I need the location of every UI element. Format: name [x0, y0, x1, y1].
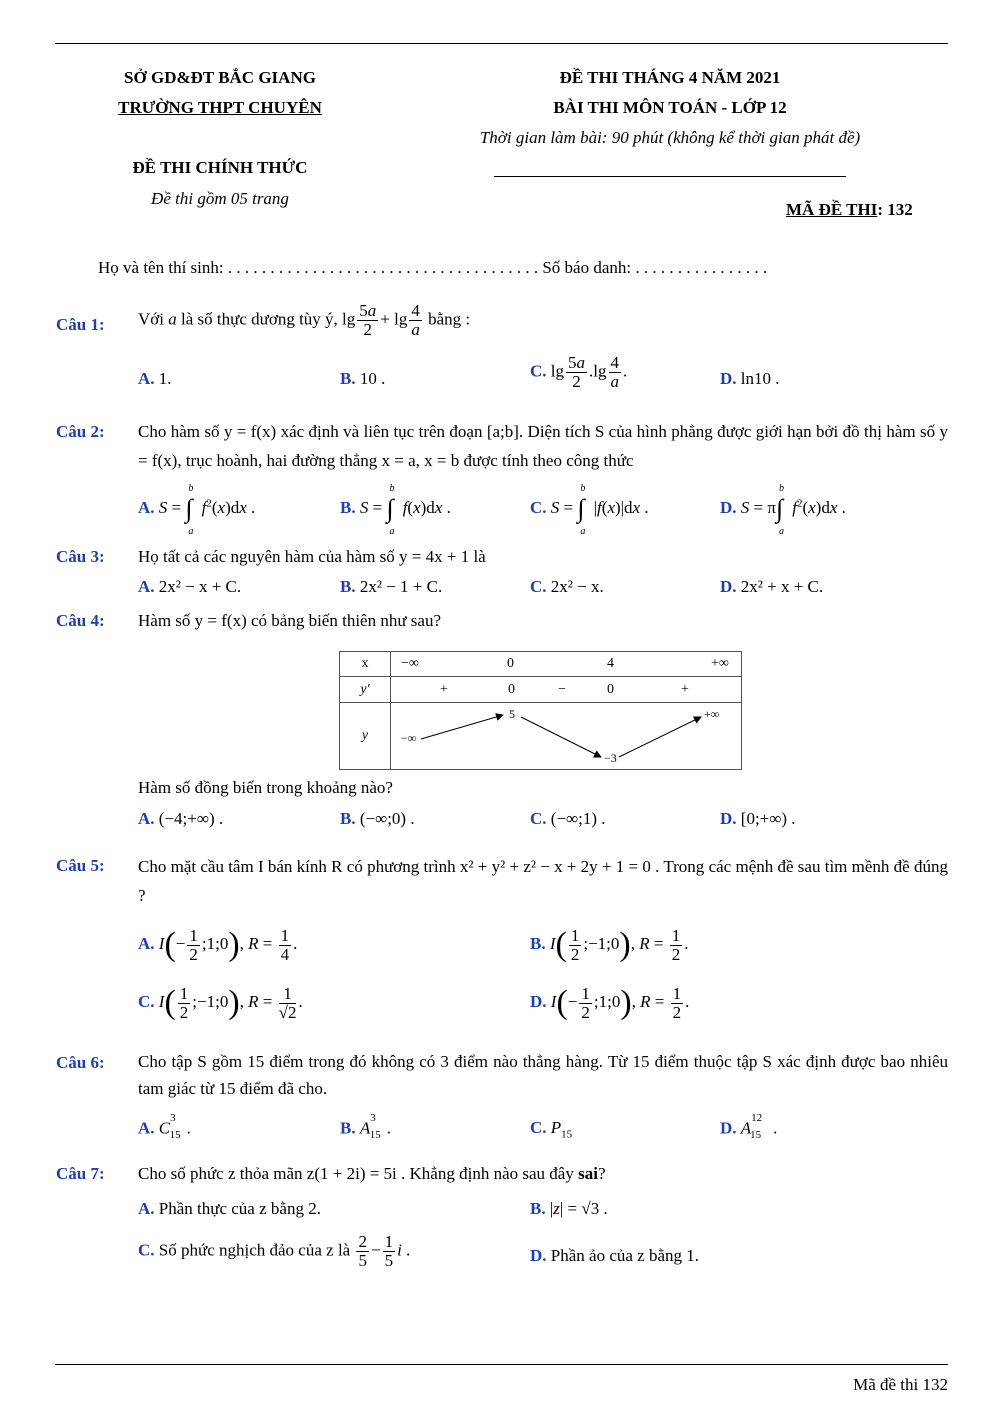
vt-y-max: 5 [509, 707, 515, 721]
vt-arrow-up2 [619, 717, 701, 757]
q5-option-b[interactable]: B. I( $\frac{1}{2}$ ;−1;0), R = $\frac{1}{2}$ . [530, 925, 689, 964]
footer-code: Mã đề thi 132 [853, 1375, 948, 1394]
vt-y-pos-inf: +∞ [704, 707, 720, 721]
q3-option-c[interactable]: C. 2x² − x. [530, 577, 604, 596]
q5-option-a[interactable]: A. I(− $\frac{1}{2}$ ;1;0), R = $\frac{1}{4}$ . [138, 925, 298, 964]
vt-y-min: −3 [604, 751, 617, 765]
q2-option-b[interactable]: B. S = b ∫ a f(x)dx . [340, 483, 451, 537]
vt-x-neg-inf: −∞ [401, 656, 419, 671]
vt-yp-header: y′ [340, 677, 391, 703]
vt-arrow-up1 [421, 715, 503, 739]
q7-text: Cho số phức z thỏa mãn z(1 + 2i) = 5i . Khẳng định nào sau đây sai? [138, 1164, 606, 1183]
q5-text: Cho mặt cầu tâm I bán kính R có phương trình x² + y² + z² − x + 2y + 1 = 0 . Trong các mệnh đề sau tìm mềnh đề đúng ? [138, 857, 948, 905]
student-info-line: Họ và tên thí sinh: . . . . . . . . . . . . . . . . . . . . . . . . . . . . . . . . . . . . . Số báo danh: . . . . . . . . . . . . . . . . [98, 258, 768, 277]
q7-option-a[interactable]: A. Phần thực của z bằng 2. [138, 1199, 321, 1218]
vt-yp-zero2: 0 [607, 682, 614, 697]
vt-yp-minus: − [558, 682, 566, 697]
q7-option-c[interactable]: C. Số phức nghịch đảo của z là $\frac{2}{5}$ − $\frac{1}{5}$ i . [138, 1232, 411, 1270]
vt-y-neg-inf: −∞ [401, 731, 417, 745]
school-name: TRƯỜNG THPT CHUYÊN [118, 98, 322, 117]
header-divider [494, 176, 846, 177]
vt-y-row [391, 703, 742, 770]
vt-x-pos-inf: +∞ [711, 656, 729, 671]
q1-option-d[interactable]: D. ln10 . [720, 369, 780, 388]
q5-label: Câu 5: [56, 856, 105, 875]
q4-text: Hàm số y = f(x) có bảng biến thiên như sau? [138, 611, 442, 630]
exam-title: ĐỀ THI THÁNG 4 NĂM 2021 [559, 68, 781, 87]
q2-text: Cho hàm số y = f(x) xác định và liên tục trên đoạn [a;b]. Diện tích S của hình phẳng được giới hạn bởi đồ thị hàm số y = f(x), trục hoành, hai đường thẳng x = a, x = b được tính theo công thức [138, 422, 948, 470]
bottom-rule [55, 1364, 948, 1365]
q4-text2: Hàm số đồng biến trong khoảng nào? [138, 778, 393, 797]
q6-option-a[interactable]: A. $C^3_{15}$ . [138, 1112, 191, 1142]
variation-table [339, 651, 742, 770]
time-limit: Thời gian làm bài: 90 phút (không kể thời gian phát đề) [479, 128, 861, 147]
q2-label: Câu 2: [56, 422, 105, 441]
q4-option-a[interactable]: A. (−4;+∞) . [138, 809, 224, 828]
q6-option-b[interactable]: B. $A^3_{15}$ . [340, 1112, 391, 1142]
q6-option-c[interactable]: C. $P_{15}$ [530, 1118, 573, 1141]
vt-x-four: 4 [607, 656, 614, 671]
q7-option-b[interactable]: B. |z| = √3 . [530, 1199, 608, 1218]
q5-option-d[interactable]: D. I(− $\frac{1}{2}$ ;1;0), R = $\frac{1}{2}$ . [530, 983, 690, 1022]
dept-name: SỞ GD&ĐT BẮC GIANG [124, 68, 316, 87]
page-count: Đề thi gồm 05 trang [151, 189, 289, 208]
q3-option-b[interactable]: B. 2x² − 1 + C. [340, 577, 443, 596]
q4-option-c[interactable]: C. (−∞;1) . [530, 809, 606, 828]
q3-option-a[interactable]: A. 2x² − x + C. [138, 577, 242, 596]
subject-title: BÀI THI MÔN TOÁN - LỚP 12 [553, 98, 787, 117]
q2-option-d[interactable]: D. S = π b ∫ a $f^2(x)dx$ . [720, 483, 846, 537]
q3-label: Câu 3: [56, 547, 105, 566]
vt-yp-row [391, 677, 742, 703]
q1-option-b[interactable]: B. 10 . [340, 369, 386, 388]
q4-option-d[interactable]: D. [0;+∞) . [720, 809, 796, 828]
vt-x-row [391, 652, 742, 677]
vt-x-header: x [340, 652, 391, 677]
exam-code-value: : 132 [877, 200, 913, 219]
q7-option-d[interactable]: D. Phần ảo của z bằng 1. [530, 1246, 700, 1265]
q1-option-c[interactable]: C. lg $\frac{5a}{2}$ .lg $\frac{4}{a}$ . [530, 353, 628, 391]
exam-code [786, 200, 913, 220]
q5-option-c[interactable]: C. I( $\frac{1}{2}$ ;−1;0), R = $\frac{1}{√2}$ . [138, 983, 303, 1022]
vt-yp-plus2: + [681, 682, 689, 697]
q2-option-c[interactable]: C. S = b ∫ a |f(x)|dx . [530, 483, 649, 537]
vt-y-header: y [340, 703, 391, 770]
q3-option-d[interactable]: D. 2x² + x + C. [720, 577, 824, 596]
top-rule [55, 43, 948, 44]
vt-x-zero: 0 [507, 656, 514, 671]
vt-yp-plus1: + [440, 682, 448, 697]
exam-type: ĐỀ THI CHÍNH THỨC [132, 158, 308, 177]
vt-yp-zero1: 0 [508, 682, 515, 697]
q6-option-d[interactable]: D. $A^{12}_{15}$ . [720, 1112, 778, 1142]
q6-label: Câu 6: [56, 1053, 105, 1072]
q4-label: Câu 4: [56, 611, 105, 630]
vt-arrows [391, 703, 743, 771]
q3-text: Họ tất cả các nguyên hàm của hàm số y = 4x + 1 là [138, 547, 486, 566]
exam-code-label: MÃ ĐỀ THI [786, 200, 878, 219]
q1-option-a[interactable]: A. 1. [138, 369, 172, 388]
q6-text: Cho tập S gồm 15 điểm trong đó không có 3 điểm nào thẳng hàng. Từ 15 điểm thuộc tập S xác định được bao nhiêu tam giác từ 15 điểm đã cho. [138, 1052, 948, 1098]
q1-text: Với a là số thực dương tùy ý, lg $\frac{5a}{2}$ + lg $\frac{4}{a}$ bằng : [138, 301, 471, 339]
q7-label: Câu 7: [56, 1164, 105, 1183]
vt-arrow-down [521, 717, 601, 757]
q4-option-b[interactable]: B. (−∞;0) . [340, 809, 415, 828]
q2-option-a[interactable]: A. S = b ∫ a $f^2(x)dx$ . [138, 483, 256, 537]
q1-label: Câu 1: [56, 315, 105, 334]
